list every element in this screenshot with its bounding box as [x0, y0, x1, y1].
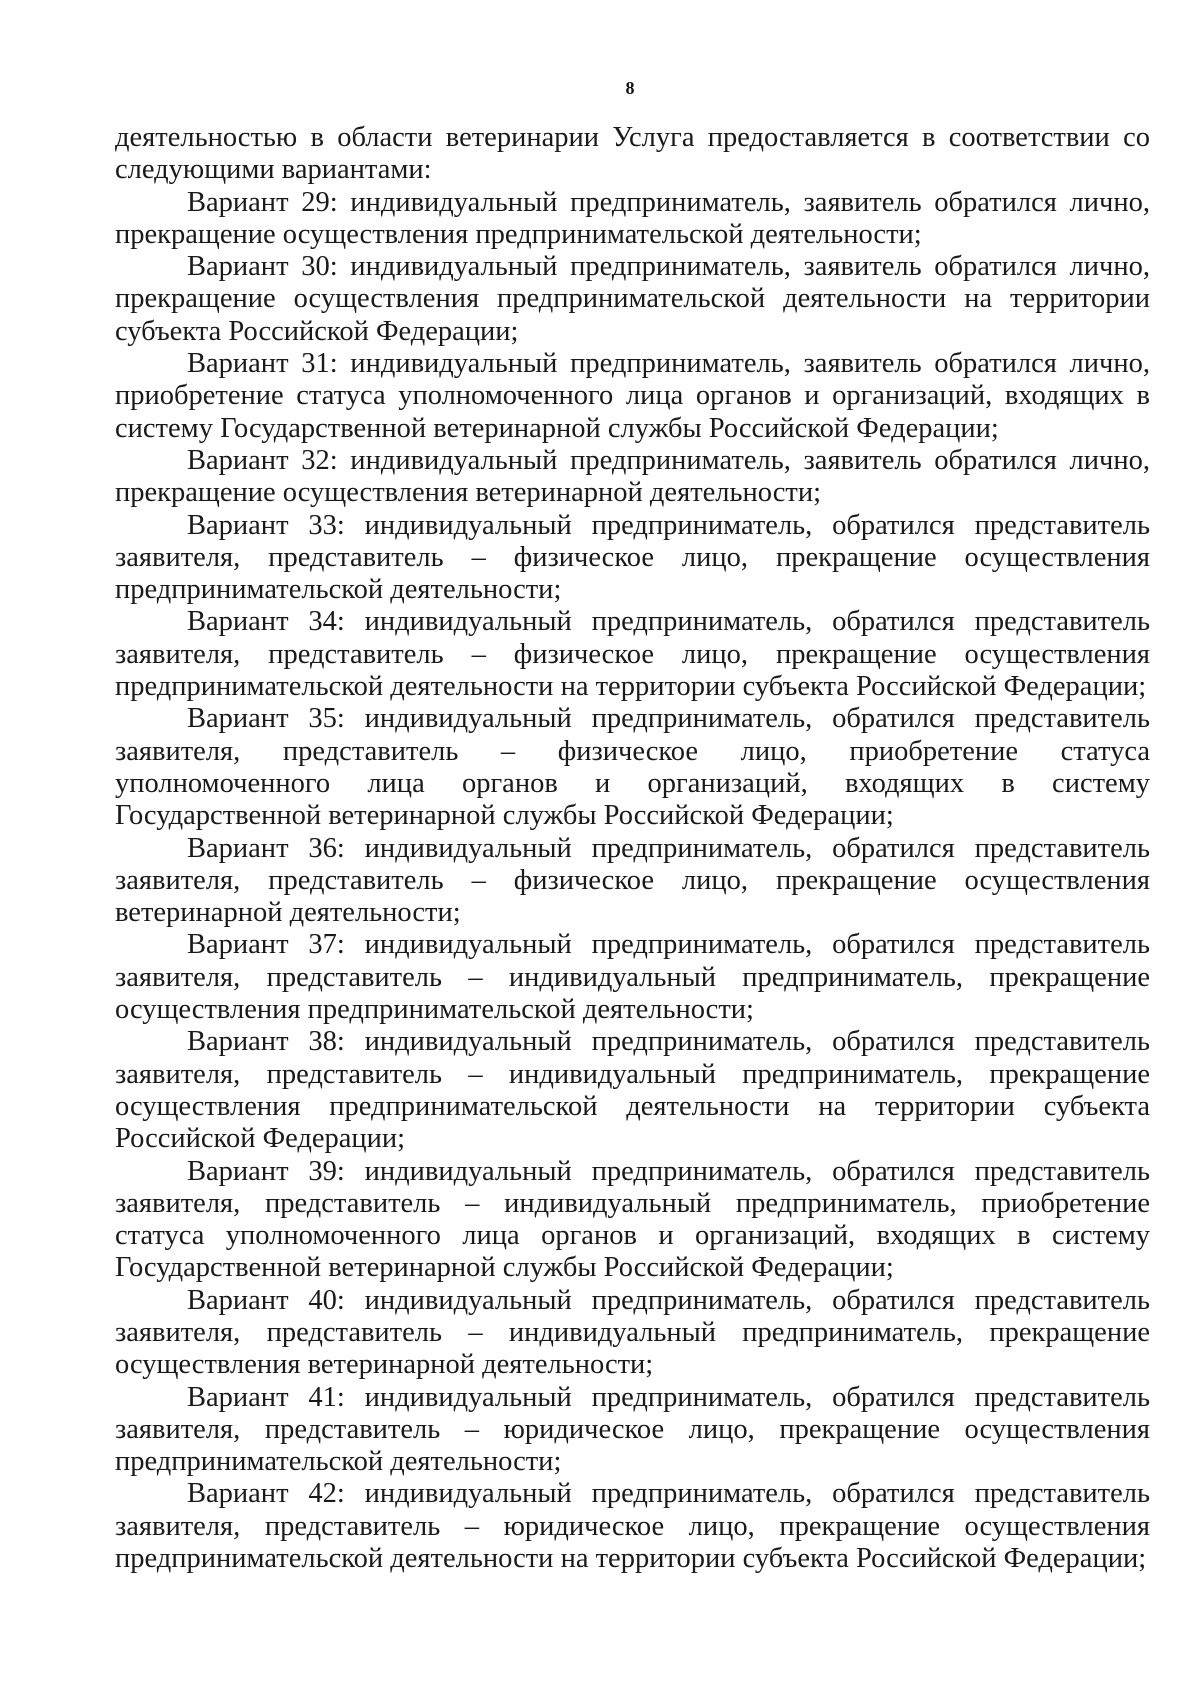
intro-paragraph: деятельностью в области ветеринарии Услуга предоставляется в соответствии со следующими вариантами:	[115, 122, 1150, 186]
variant-30-paragraph: Вариант 30: индивидуальный предприниматель, заявитель обратился лично, прекращение осуществления предпринимательской деятельности на территории субъекта Российской Федерации;	[115, 251, 1150, 347]
variant-34-paragraph: Вариант 34: индивидуальный предприниматель, обратился представитель заявителя, представитель – физическое лицо, прекращение осуществления предпринимательской деятельности на территории субъекта Российской Федерации;	[115, 606, 1150, 703]
variant-41-paragraph: Вариант 41: индивидуальный предприниматель, обратился представитель заявителя, представитель – юридическое лицо, прекращение осуществления предпринимательской деятельности;	[115, 1381, 1150, 1478]
variant-40-paragraph: Вариант 40: индивидуальный предприниматель, обратился представитель заявителя, представитель – индивидуальный предприниматель, прекращение осуществления ветеринарной деятельности;	[115, 1284, 1150, 1381]
variant-33-paragraph: Вариант 33: индивидуальный предприниматель, обратился представитель заявителя, представитель – физическое лицо, прекращение осуществления предпринимательской деятельности;	[115, 509, 1150, 606]
variant-42-paragraph: Вариант 42: индивидуальный предприниматель, обратился представитель заявителя, представитель – юридическое лицо, прекращение осуществления предпринимательской деятельности на территории субъекта Российской Федерации;	[115, 1478, 1150, 1575]
variant-29-paragraph: Вариант 29: индивидуальный предприниматель, заявитель обратился лично, прекращение осуществления предпринимательской деятельности;	[115, 186, 1150, 250]
document-body	[115, 122, 1150, 1575]
variant-38-paragraph: Вариант 38: индивидуальный предприниматель, обратился представитель заявителя, представитель – индивидуальный предприниматель, прекращение осуществления предпринимательской деятельности на территории субъекта Российской Федерации;	[115, 1026, 1150, 1155]
variant-37-paragraph: Вариант 37: индивидуальный предприниматель, обратился представитель заявителя, представитель – индивидуальный предприниматель, прекращение осуществления предпринимательской деятельности;	[115, 929, 1150, 1026]
variant-36-paragraph: Вариант 36: индивидуальный предприниматель, обратился представитель заявителя, представитель – физическое лицо, прекращение осуществления ветеринарной деятельности;	[115, 832, 1150, 929]
variant-31-paragraph: Вариант 31: индивидуальный предприниматель, заявитель обратился лично, приобретение статуса уполномоченного лица органов и организаций, входящих в систему Государственной ветеринарной службы Российской Федерации;	[115, 348, 1150, 444]
page-number: 8	[625, 78, 635, 98]
variant-39-paragraph: Вариант 39: индивидуальный предприниматель, обратился представитель заявителя, представитель – индивидуальный предприниматель, приобретение статуса уполномоченного лица органов и организаций, входящих в систему Государственной ветеринарной службы Российской Федерации;	[115, 1155, 1150, 1284]
variant-32-paragraph: Вариант 32: индивидуальный предприниматель, заявитель обратился лично, прекращение осуществления ветеринарной деятельности;	[115, 444, 1150, 509]
variant-35-paragraph: Вариант 35: индивидуальный предприниматель, обратился представитель заявителя, представитель – физическое лицо, приобретение статуса уполномоченного лица органов и организаций, входящих в систему Государственной ветеринарной службы Российской Федерации;	[115, 703, 1150, 832]
